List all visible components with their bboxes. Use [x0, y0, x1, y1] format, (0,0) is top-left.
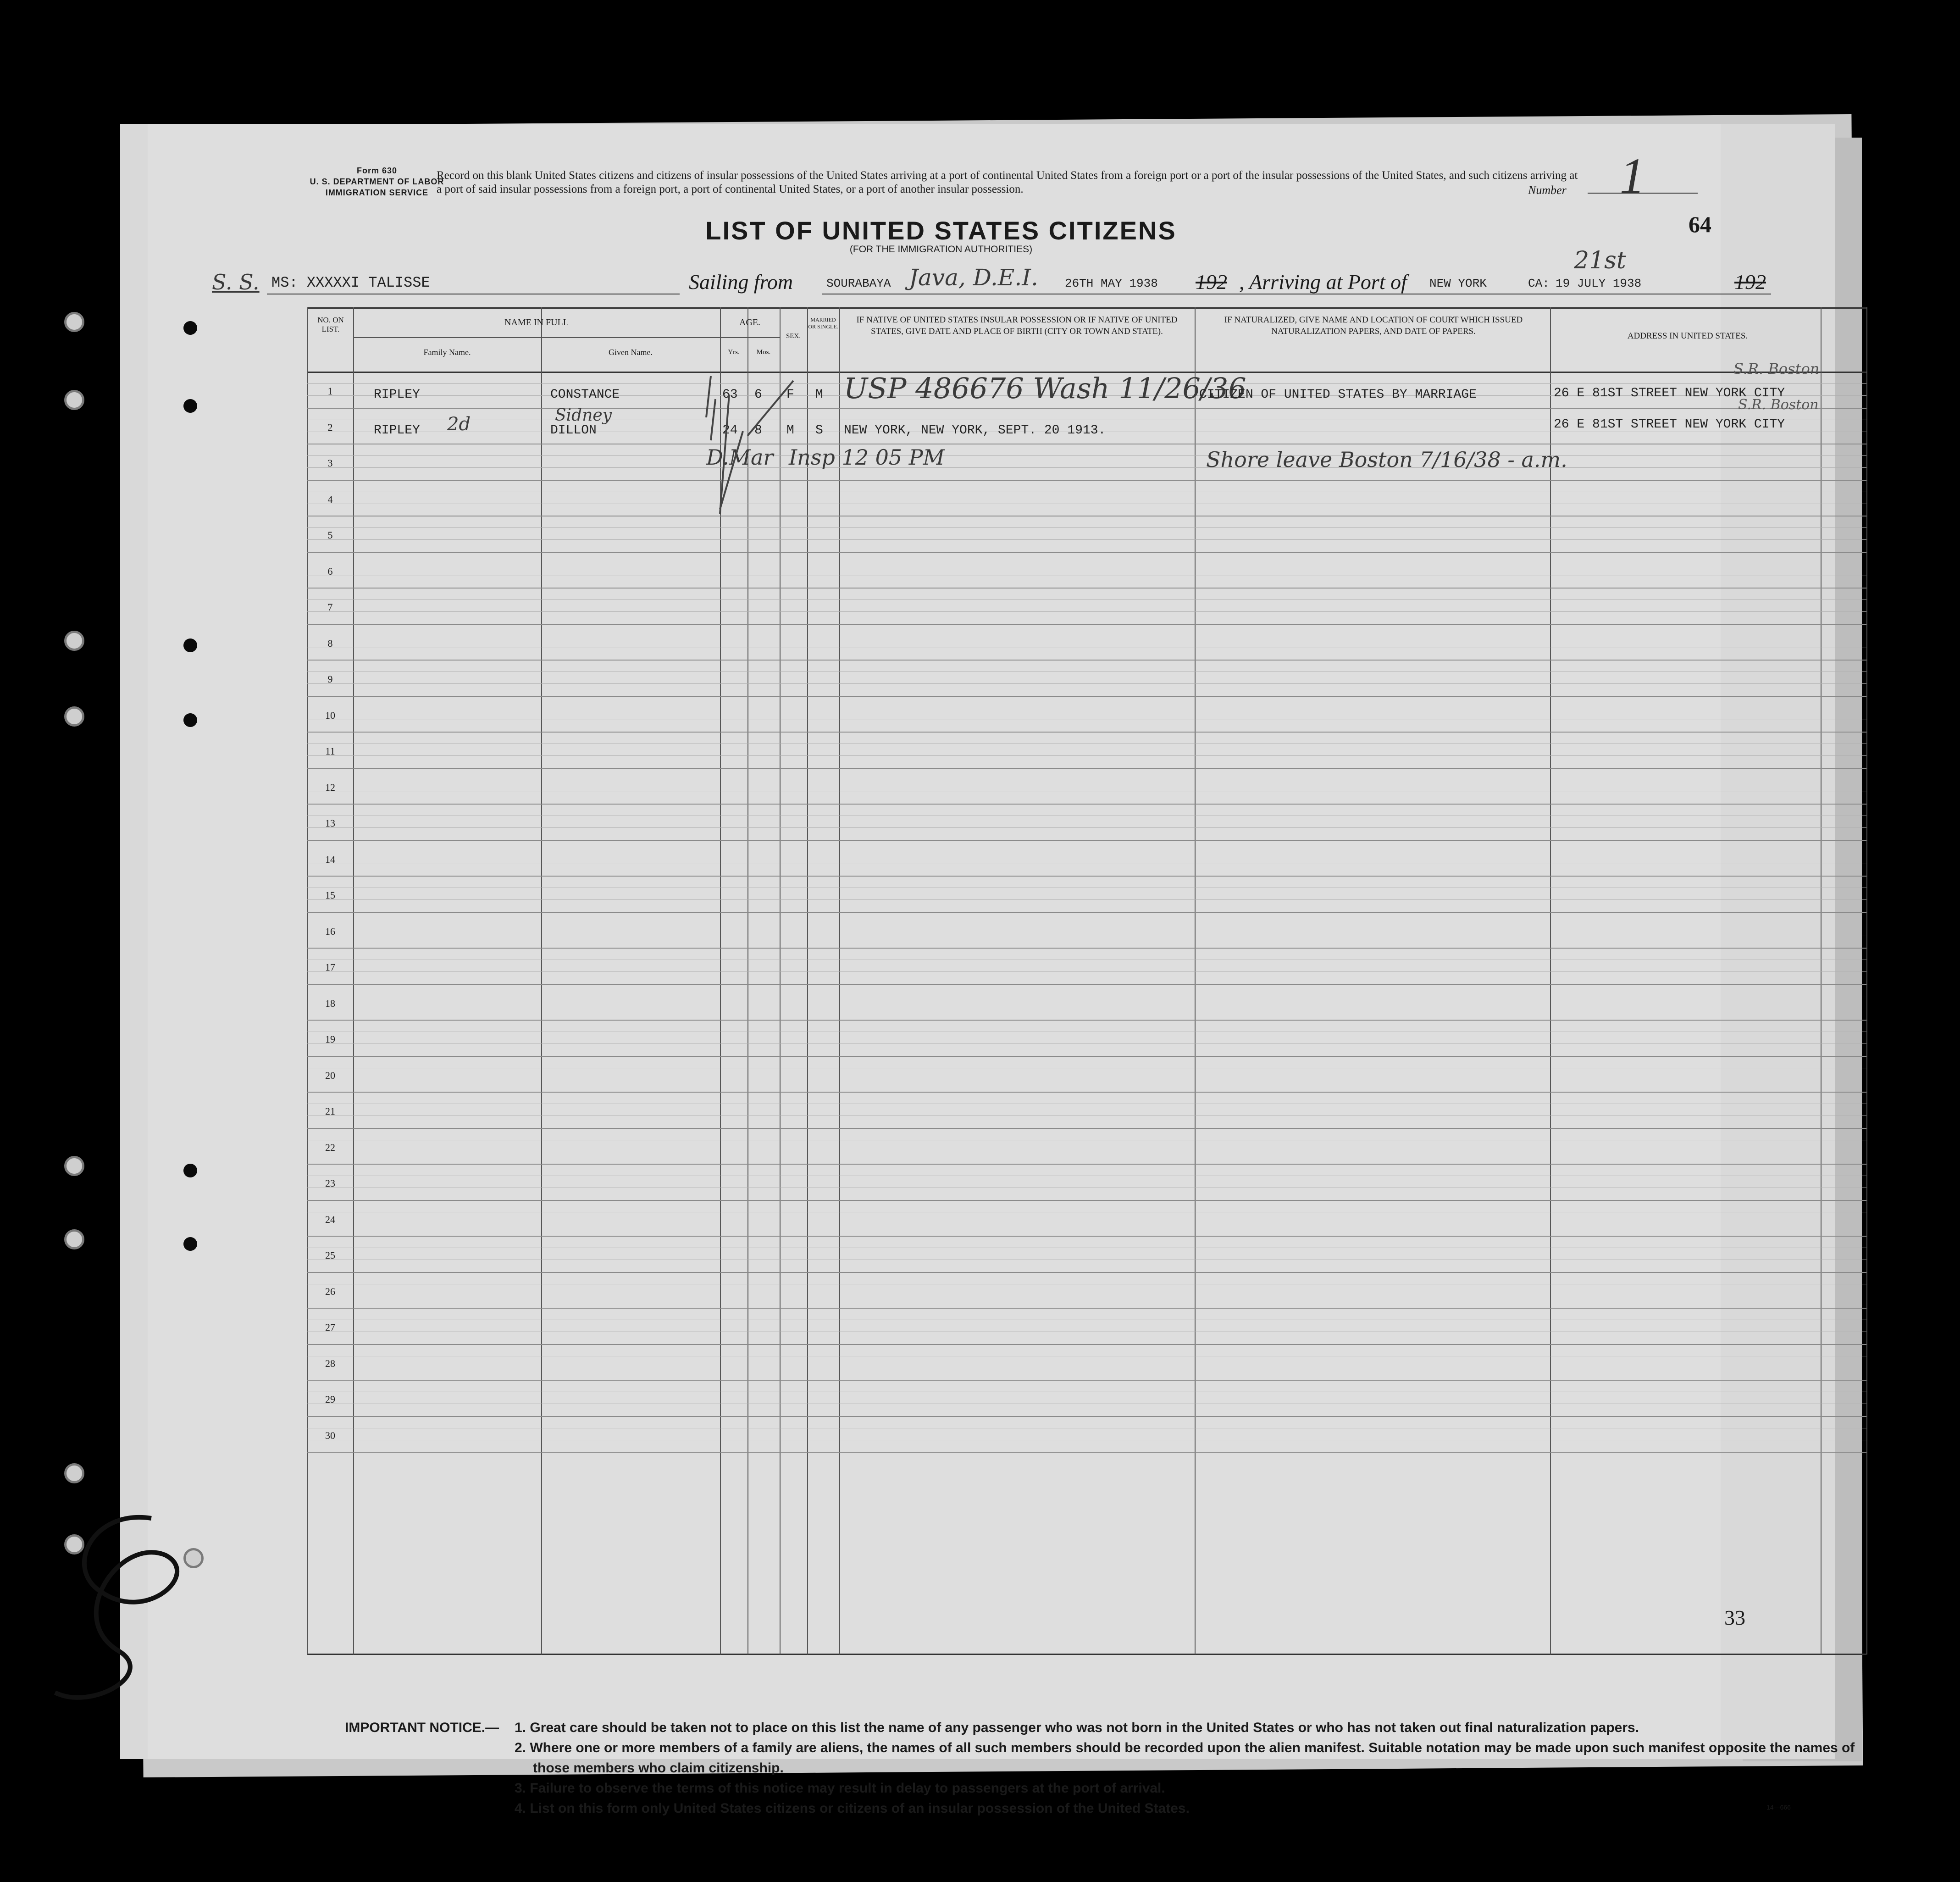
row-number: 2	[327, 421, 333, 433]
row-rule	[307, 1344, 1866, 1345]
row3-handwritten-left: D.Mar	[706, 445, 774, 470]
col-divider	[1866, 307, 1867, 1654]
header-given-name: Given Name.	[609, 348, 653, 357]
punch-hole	[183, 321, 197, 335]
row-number: 20	[325, 1069, 335, 1081]
arrival-prefix: CA:	[1528, 277, 1550, 290]
row-number: 9	[327, 673, 333, 685]
row-rule	[307, 1164, 1866, 1165]
department-name: U. S. DEPARTMENT OF LABOR	[310, 177, 444, 186]
binder-ring	[64, 390, 84, 410]
row-rule	[307, 1236, 1866, 1237]
row2-marital: S	[815, 423, 823, 438]
row-rule	[307, 840, 1866, 841]
departure-port-handwritten: Java, D.E.I.	[909, 264, 1038, 291]
row-number: 22	[325, 1141, 335, 1153]
row-rule	[307, 696, 1866, 697]
punch-hole	[183, 399, 197, 413]
bracket-mark	[692, 372, 812, 518]
row2-age-mos: 8	[754, 423, 762, 438]
row2-family-handwritten: 2d	[447, 414, 471, 435]
row-rule	[307, 1308, 1866, 1309]
notice-item: 3. Failure to observe the terms of this notice may result in delay to passengers at the port of arrival.	[515, 1781, 1165, 1796]
header-naturalized: IF NATURALIZED, GIVE NAME AND LOCATION OF COURT WHICH ISSUED NATURALIZATION PAPERS, AND DATE OF PAPERS.	[1224, 315, 1523, 336]
row-subrule	[307, 455, 1866, 456]
row-number: 29	[325, 1393, 335, 1405]
row1-family-name: RIPLEY	[374, 388, 420, 402]
header-sex: SEX.	[786, 333, 801, 340]
service-name: IMMIGRATION SERVICE	[325, 188, 429, 197]
row-rule	[307, 768, 1866, 769]
header-no: NO. ON LIST.	[317, 316, 344, 333]
row-rule	[307, 1092, 1866, 1093]
row-number: 1	[327, 385, 333, 397]
row-number: 30	[325, 1429, 335, 1441]
punch-hole	[183, 1237, 197, 1251]
number-label: Number	[1528, 183, 1567, 197]
row-subrule	[307, 467, 1866, 468]
footer-stamp: 33	[1724, 1606, 1745, 1629]
row-number: 17	[325, 961, 335, 973]
arrival-port: NEW YORK	[1429, 277, 1487, 290]
row3-handwritten-mid: Insp 12 05 PM	[789, 445, 945, 470]
row-rule	[307, 552, 1866, 553]
row-rule	[307, 408, 1866, 409]
header-name-in-full: NAME IN FULL	[504, 317, 569, 328]
row1-marital: M	[815, 388, 823, 402]
form-number: Form 630	[356, 166, 398, 175]
ss-label: S. S.	[212, 270, 260, 294]
header-mos: Mos.	[756, 349, 771, 356]
row-rule	[307, 1200, 1866, 1201]
row-subrule	[307, 539, 1866, 540]
row1-age-yrs: 63	[722, 388, 738, 402]
passenger-table	[307, 307, 1866, 1656]
row-number: 4	[327, 493, 333, 505]
header-yrs: Yrs.	[728, 349, 740, 356]
notice-items	[515, 1718, 1881, 1819]
row-rule	[307, 732, 1866, 733]
row-rule	[307, 1128, 1866, 1129]
row-number: 10	[325, 709, 335, 721]
row2-given-name: DILLON	[550, 423, 597, 438]
binder-ring	[64, 312, 84, 332]
row-subrule	[307, 527, 1866, 528]
row1-birth-handwritten: USP 486676 Wash 11/26/36	[844, 372, 1246, 405]
row-subrule	[307, 611, 1866, 612]
row-rule	[307, 1020, 1866, 1021]
binder-ring	[64, 631, 84, 651]
row-rule	[307, 1056, 1866, 1057]
row-number: 12	[325, 781, 335, 793]
row-number: 14	[325, 853, 335, 865]
row-number: 21	[325, 1105, 335, 1117]
row-subrule	[307, 827, 1866, 828]
notice-title: IMPORTANT NOTICE.—	[345, 1720, 499, 1735]
row-subrule	[307, 899, 1866, 900]
row-number: 6	[327, 565, 333, 577]
age-subheader-line	[720, 337, 780, 338]
row-number: 26	[325, 1285, 335, 1297]
ship-name: MS: XXXXXI TALISSE	[271, 274, 430, 291]
notice-item: 4. List on this form only United States citizens or citizens of an insular possession of the United States.	[515, 1801, 1190, 1816]
row-number: 7	[327, 601, 333, 613]
row-number: 23	[325, 1177, 335, 1189]
row-rule	[307, 660, 1866, 661]
header-age: AGE.	[739, 317, 761, 328]
binder-ring	[64, 1463, 84, 1483]
row-rule	[307, 1452, 1866, 1453]
page-title: LIST OF UNITED STATES CITIZENS	[705, 216, 1177, 245]
punch-hole	[183, 638, 197, 652]
row-number: 24	[325, 1213, 335, 1225]
header-address: ADDRESS IN UNITED STATES.	[1627, 331, 1748, 341]
binder-ring	[64, 1229, 84, 1249]
arrival-date: 19 JULY 1938	[1556, 277, 1642, 290]
row2-annotation: S.R. Boston	[1738, 397, 1819, 413]
row1-address: 26 E 81ST STREET NEW YORK CITY	[1554, 386, 1785, 400]
name-subheader-line	[353, 337, 720, 338]
row-rule	[307, 948, 1866, 949]
binder-ring	[64, 1156, 84, 1176]
row1-given-name: CONSTANCE	[550, 388, 620, 402]
arrival-day-handwritten: 21st	[1574, 247, 1626, 274]
row-number: 18	[325, 997, 335, 1009]
row1-annotation: S.R. Boston	[1733, 360, 1820, 378]
row-number: 15	[325, 889, 335, 901]
row2-family-name: RIPLEY	[374, 423, 420, 438]
form-instructions: Record on this blank United States citizens and citizens of insular possessions of the United States arriving at a port of continental United States from a foreign port or a port of the insular possessions of the United States, and such citizens arriving at a port of said insular possessions from a foreign port, a port of continental United States, or a port of another insular possession.	[437, 169, 1578, 195]
row-rule	[307, 1272, 1866, 1273]
row-rule	[307, 1380, 1866, 1381]
row-rule	[307, 912, 1866, 913]
row2-sex: M	[786, 423, 794, 438]
number-value: 1	[1620, 148, 1645, 204]
row-rule	[307, 984, 1866, 985]
row-subrule	[307, 683, 1866, 684]
departure-port: SOURABAYA	[826, 277, 891, 290]
row3-handwritten-right: Shore leave Boston 7/16/38 - a.m.	[1206, 447, 1567, 472]
header-birth: IF NATIVE OF UNITED STATES INSULAR POSSESSION OR IF NATIVE OF UNITED STATES, GIVE DATE AND PLACE OF BIRTH (CITY OR TOWN AND STATE).	[856, 315, 1178, 336]
binder-ring	[64, 706, 84, 727]
row2-given-handwritten: Sidney	[555, 406, 612, 425]
row1-naturalized: CITIZEN OF UNITED STATES BY MARRIAGE	[1199, 388, 1477, 402]
form-code: 14—666	[1766, 1804, 1791, 1811]
row-rule	[307, 624, 1866, 625]
page-number: 64	[1689, 211, 1711, 237]
row-number: 25	[325, 1249, 335, 1261]
row2-age-yrs: 24	[722, 423, 738, 438]
punch-hole	[183, 1164, 197, 1177]
binding-scribble	[37, 1500, 229, 1729]
departure-date: 26TH MAY 1938	[1065, 277, 1158, 290]
sailing-from-label: Sailing from	[689, 270, 793, 294]
notice-item: 1. Great care should be taken not to place on this list the name of any passenger who was not born in the United States or who has not taken out final naturalization papers.	[515, 1720, 1639, 1735]
row1-sex: F	[786, 388, 794, 402]
row-number: 27	[325, 1321, 335, 1333]
row-number: 3	[327, 457, 333, 469]
row-number: 8	[327, 637, 333, 649]
row-number: 16	[325, 925, 335, 937]
row-number: 11	[325, 745, 335, 757]
arrival-year-struck: 192	[1734, 270, 1766, 294]
header-married: MARRIED OR SINGLE.	[808, 316, 838, 330]
row1-age-mos: 6	[754, 388, 762, 402]
manifest-page	[120, 124, 1855, 1816]
row-rule	[307, 804, 1866, 805]
arriving-label: , Arriving at Port of	[1239, 270, 1407, 294]
row2-birth: NEW YORK, NEW YORK, SEPT. 20 1913.	[844, 423, 1106, 438]
departure-year-struck: 192	[1196, 270, 1227, 294]
row-subrule	[307, 755, 1866, 756]
row-rule	[307, 480, 1866, 481]
row-rule	[307, 876, 1866, 877]
row-number: 28	[325, 1357, 335, 1369]
row-number: 13	[325, 817, 335, 829]
header-family-name: Family Name.	[423, 348, 471, 357]
row2-address: 26 E 81ST STREET NEW YORK CITY	[1554, 417, 1785, 432]
page-subtitle: (FOR THE IMMIGRATION AUTHORITIES)	[849, 244, 1033, 255]
row-number: 5	[327, 529, 333, 541]
punch-hole	[183, 713, 197, 727]
notice-item: 2. Where one or more members of a family are aliens, the names of all such members should be recorded upon the alien manifest. Suitable notation may be made upon such manifest opposite the names of those members who claim citizenship.	[515, 1740, 1855, 1776]
row-rule	[307, 1416, 1866, 1417]
row-number: 19	[325, 1033, 335, 1045]
